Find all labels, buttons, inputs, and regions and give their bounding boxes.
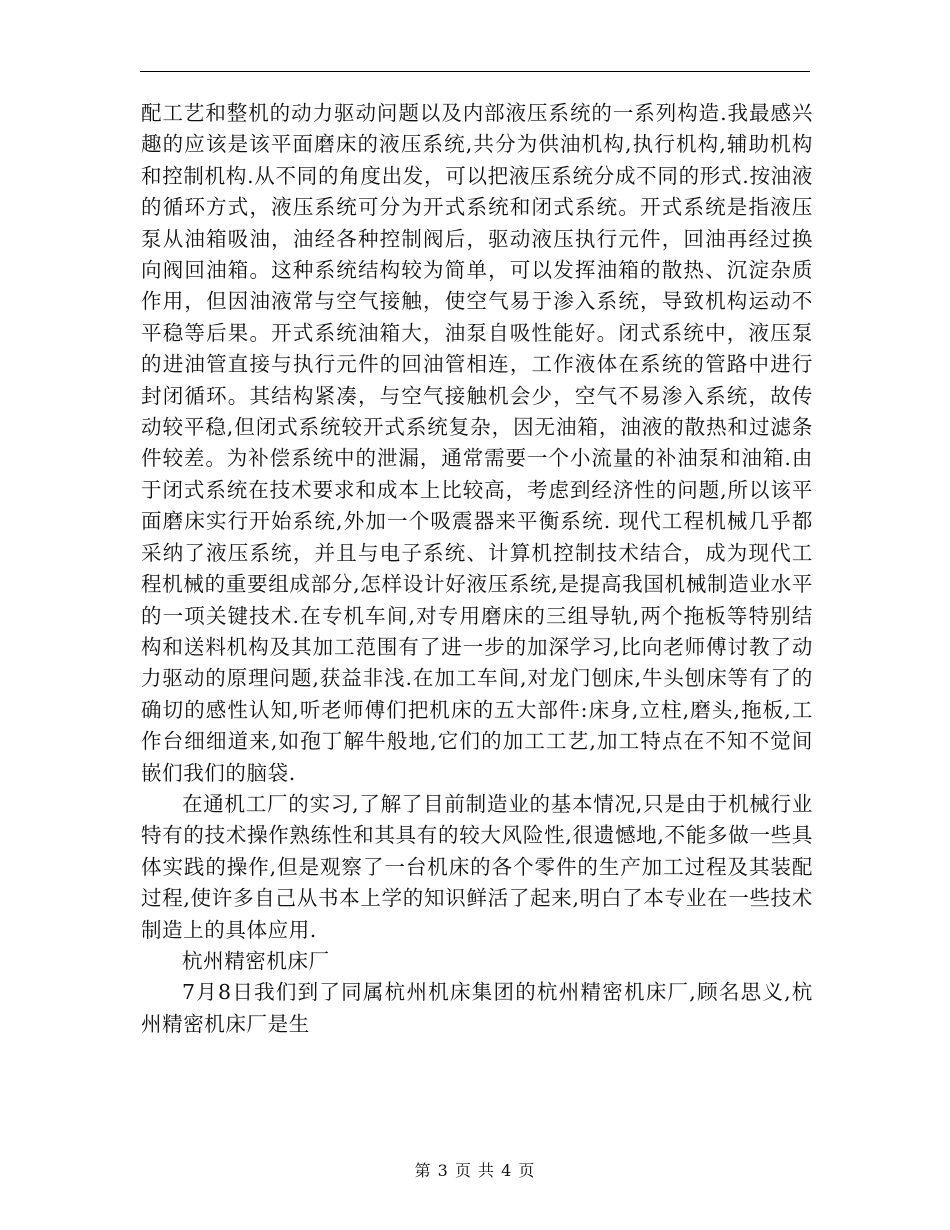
paragraph-2: 在通机工厂的实习,了解了目前制造业的基本情况,只是由于机械行业特有的技术操作熟练性和其具有的较大风险性,很遗憾地,不能多做一些具体实践的操作,但是观察了一台机床的各个零件的生产加工过程及其装配过程,使许多自己从书本上学的知识鲜活了起来,明白了本专业在一些技术制造上的具体应用. <box>141 791 813 942</box>
document-body <box>141 98 813 1040</box>
header-rule <box>140 71 810 72</box>
paragraph-3: 7月8日我们到了同属杭州机床集团的杭州精密机床厂,顾名思义,杭州精密机床厂是生 <box>141 980 813 1036</box>
section-heading: 杭州精密机床厂 <box>182 948 330 973</box>
paragraph-1: 配工艺和整机的动力驱动问题以及内部液压系统的一系列构造.我最感兴趣的应该是该平面磨床的液压系统,共分为供油机构,执行机构,辅助机构和控制机构.从不同的角度出发，可以把液压系统分成不同的形式.按油液的循环方式，液压系统可分为开式系统和闭式系统。开式系统是指液压泵从油箱吸油，油经各种控制阀后，驱动液压执行元件，回油再经过换向阀回油箱。这种系统结构较为简单，可以发挥油箱的散热、沉淀杂质作用，但因油液常与空气接触，使空气易于渗入系统，导致机构运动不平稳等后果。开式系统油箱大，油泵自吸性能好。闭式系统中，液压泵的进油管直接与执行元件的回油管相连，工作液体在系统的管路中进行封闭循环。其结构紧凑，与空气接触机会少，空气不易渗入系统，故传动较平稳,但闭式系统较开式系统复杂，因无油箱，油液的散热和过滤条件较差。为补偿系统中的泄漏，通常需要一个小流量的补油泵和油箱.由于闭式系统在技术要求和成本上比较高，考虑到经济性的问题,所以该平面磨床实行开始系统,外加一个吸震器来平衡系统. 现代工程机械几乎都采纳了液压系统，并且与电子系统、计算机控制技术结合，成为现代工程机械的重要组成部分,怎样设计好液压系统,是提高我国机械制造业水平的一项关键技术.在专机车间,对专用磨床的三组导轨,两个拖板等特别结构和送料机构及其加工范围有了进一步的加深学习,比向老师傅讨教了动力驱动的原理问题,获益非浅.在加工车间,对龙门刨床,牛头刨床等有了的确切的感性认知,听老师傅们把机床的五大部件:床身,立柱,磨头,拖板,工作台细细道来,如孢丁解牛般地,它们的加工工艺,加工特点在不知不觉间嵌们我们的脑袋. <box>141 101 813 785</box>
page-number-footer: 第 3 页 共 4 页 <box>414 1161 536 1180</box>
